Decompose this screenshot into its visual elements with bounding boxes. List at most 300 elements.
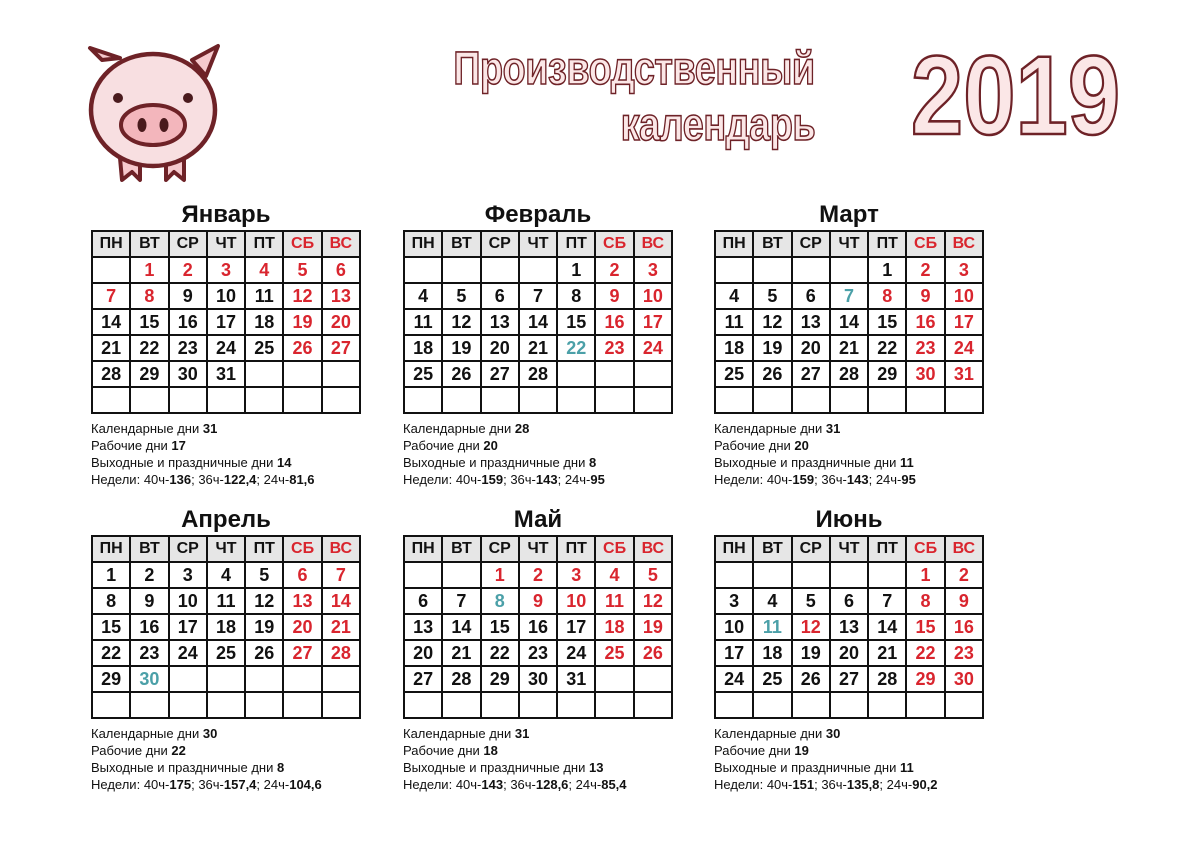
weekday-header: ЧТ: [207, 231, 245, 257]
week-row: [404, 257, 672, 283]
weekday-header: ВС: [634, 536, 672, 562]
empty-cell: [404, 692, 442, 718]
day-cell: 22: [481, 640, 519, 666]
week-row: [92, 614, 360, 640]
day-cell: 21: [442, 640, 480, 666]
working-days-label: Рабочие дни: [91, 743, 168, 758]
weekday-header: ПН: [404, 231, 442, 257]
pig-logo-icon: [80, 40, 225, 185]
empty-cell: [830, 387, 868, 413]
calendar-days-line: [714, 725, 984, 742]
empty-cell: [481, 387, 519, 413]
week-row: [404, 666, 672, 692]
week-row: [92, 640, 360, 666]
day-cell: 23: [945, 640, 983, 666]
month-name: Июнь: [815, 506, 883, 533]
day-cell: 2: [169, 257, 207, 283]
day-cell: 19: [245, 614, 283, 640]
calendar-days-label: Календарные дни: [714, 421, 823, 436]
weekday-header-row: [404, 536, 672, 562]
day-cell: 20: [283, 614, 321, 640]
week-row: [92, 335, 360, 361]
empty-cell: [868, 562, 906, 588]
day-cell: 8: [868, 283, 906, 309]
empty-cell: [715, 257, 753, 283]
month-stats: [91, 725, 361, 793]
weekday-header: ВТ: [130, 536, 168, 562]
week-row: [404, 692, 672, 718]
holidays-label: Выходные и праздничные дни: [714, 760, 897, 775]
empty-cell: [715, 387, 753, 413]
h36-label: 36ч-: [821, 777, 847, 792]
day-cell: 10: [207, 283, 245, 309]
empty-cell: [868, 692, 906, 718]
weekday-header: СБ: [283, 231, 321, 257]
day-cell: 10: [634, 283, 672, 309]
working-days-label: Рабочие дни: [403, 743, 480, 758]
weekday-header: СБ: [595, 231, 633, 257]
day-cell: 30: [130, 666, 168, 692]
day-cell: 4: [753, 588, 791, 614]
day-cell: 25: [753, 666, 791, 692]
day-cell: 8: [92, 588, 130, 614]
month-stats: [91, 420, 361, 488]
day-cell: 28: [442, 666, 480, 692]
day-cell: 14: [442, 614, 480, 640]
working-days-value: 20: [483, 438, 498, 453]
day-cell: 22: [92, 640, 130, 666]
day-cell: 28: [830, 361, 868, 387]
h40-value: 159: [792, 472, 815, 487]
h36-value: 143: [846, 472, 869, 487]
empty-cell: [207, 666, 245, 692]
h24-label: 24ч-: [263, 777, 290, 792]
day-cell: 23: [906, 335, 944, 361]
empty-cell: [442, 387, 480, 413]
week-row: [715, 257, 983, 283]
day-cell: 4: [595, 562, 633, 588]
h36-value: 128,6: [535, 777, 569, 792]
weekday-header: ВС: [945, 231, 983, 257]
day-cell: 13: [792, 309, 830, 335]
day-cell: 29: [906, 666, 944, 692]
day-cell: 5: [283, 257, 321, 283]
calendar-days-line: [91, 725, 361, 742]
day-cell: 9: [595, 283, 633, 309]
holidays-value: 8: [276, 760, 285, 775]
h36-label: 36ч-: [198, 472, 224, 487]
month-stats: [714, 420, 984, 488]
month-stats: [403, 725, 673, 793]
day-cell: 9: [519, 588, 557, 614]
working-days-line: [714, 742, 984, 759]
empty-cell: [169, 666, 207, 692]
day-cell: 10: [945, 283, 983, 309]
empty-cell: [442, 692, 480, 718]
day-cell: 6: [481, 283, 519, 309]
empty-cell: [169, 387, 207, 413]
day-cell: 12: [283, 283, 321, 309]
empty-cell: [830, 562, 868, 588]
day-cell: 19: [753, 335, 791, 361]
weekday-header-row: [92, 536, 360, 562]
day-cell: 12: [792, 614, 830, 640]
empty-cell: [322, 692, 360, 718]
day-cell: 3: [715, 588, 753, 614]
day-cell: 1: [906, 562, 944, 588]
calendar-days-line: [91, 420, 361, 437]
day-cell: 14: [322, 588, 360, 614]
empty-cell: [753, 692, 791, 718]
empty-cell: [283, 692, 321, 718]
day-cell: 8: [130, 283, 168, 309]
working-days-value: 18: [483, 743, 498, 758]
month-grid: [714, 535, 984, 719]
empty-cell: [634, 387, 672, 413]
day-cell: 27: [792, 361, 830, 387]
h36-value: 157,4: [223, 777, 257, 792]
day-cell: 9: [169, 283, 207, 309]
day-cell: 24: [634, 335, 672, 361]
day-cell: 2: [130, 562, 168, 588]
calendar-days-label: Календарные дни: [91, 726, 200, 741]
day-cell: 2: [945, 562, 983, 588]
working-days-label: Рабочие дни: [403, 438, 480, 453]
working-days-label: Рабочие дни: [714, 438, 791, 453]
day-cell: 7: [830, 283, 868, 309]
calendar-days-value: 31: [202, 421, 218, 436]
day-cell: 10: [169, 588, 207, 614]
holidays-value: 13: [588, 760, 604, 775]
day-cell: 25: [715, 361, 753, 387]
week-row: [404, 335, 672, 361]
day-cell: 14: [519, 309, 557, 335]
week-row: [715, 614, 983, 640]
empty-cell: [245, 692, 283, 718]
week-row: [92, 361, 360, 387]
weekday-header: ВТ: [130, 231, 168, 257]
week-row: [715, 335, 983, 361]
day-cell: 16: [595, 309, 633, 335]
empty-cell: [481, 257, 519, 283]
day-cell: 11: [715, 309, 753, 335]
weeks-label: Недели:: [91, 777, 141, 792]
h24-label: 24ч-: [263, 472, 290, 487]
day-cell: 29: [92, 666, 130, 692]
calendar-days-value: 31: [514, 726, 530, 741]
month-block: [714, 200, 984, 488]
h36-label: 36ч-: [510, 472, 536, 487]
day-cell: 6: [322, 257, 360, 283]
day-cell: 7: [442, 588, 480, 614]
empty-cell: [557, 387, 595, 413]
week-row: [404, 614, 672, 640]
day-cell: 13: [404, 614, 442, 640]
h36-label: 36ч-: [510, 777, 536, 792]
month-block: [91, 200, 361, 488]
week-row: [715, 387, 983, 413]
weekday-header: СБ: [283, 536, 321, 562]
title-line-2: календарь: [620, 98, 815, 150]
calendar-days-line: [714, 420, 984, 437]
empty-cell: [404, 387, 442, 413]
empty-cell: [595, 666, 633, 692]
weekday-header: СР: [792, 536, 830, 562]
day-cell: 6: [792, 283, 830, 309]
week-row: [92, 588, 360, 614]
week-row: [715, 361, 983, 387]
day-cell: 15: [130, 309, 168, 335]
day-cell: 25: [404, 361, 442, 387]
day-cell: 8: [906, 588, 944, 614]
weekday-header: СБ: [595, 536, 633, 562]
holidays-label: Выходные и праздничные дни: [91, 455, 274, 470]
day-cell: 20: [830, 640, 868, 666]
h24-label: 24ч-: [564, 472, 591, 487]
week-row: [715, 640, 983, 666]
day-cell: 8: [481, 588, 519, 614]
h24-label: 24ч-: [886, 777, 913, 792]
day-cell: 7: [322, 562, 360, 588]
week-row: [404, 640, 672, 666]
weekday-header: ПТ: [557, 231, 595, 257]
day-cell: 3: [207, 257, 245, 283]
empty-cell: [715, 562, 753, 588]
weekday-header: ПТ: [245, 536, 283, 562]
day-cell: 18: [753, 640, 791, 666]
day-cell: 19: [634, 614, 672, 640]
week-row: [92, 666, 360, 692]
weeks-label: Недели:: [403, 777, 453, 792]
h24-label: 24ч-: [575, 777, 602, 792]
day-cell: 14: [92, 309, 130, 335]
empty-cell: [283, 361, 321, 387]
week-row: [92, 309, 360, 335]
day-cell: 15: [557, 309, 595, 335]
calendar-days-label: Календарные дни: [91, 421, 200, 436]
holidays-value: 14: [276, 455, 292, 470]
empty-cell: [283, 666, 321, 692]
empty-cell: [945, 692, 983, 718]
day-cell: 24: [557, 640, 595, 666]
day-cell: 23: [169, 335, 207, 361]
day-cell: 2: [595, 257, 633, 283]
h40-value: 136: [169, 472, 192, 487]
day-cell: 18: [207, 614, 245, 640]
empty-cell: [130, 692, 168, 718]
weekday-header: ПН: [715, 536, 753, 562]
week-row: [715, 692, 983, 718]
empty-cell: [792, 562, 830, 588]
week-row: [404, 309, 672, 335]
weeks-line: Недели: 40ч-136; 36ч-122,4; 24ч-81,6: [91, 472, 315, 487]
month-grid: [403, 230, 673, 414]
day-cell: 15: [92, 614, 130, 640]
week-row: [715, 283, 983, 309]
day-cell: 20: [792, 335, 830, 361]
day-cell: 9: [130, 588, 168, 614]
empty-cell: [92, 387, 130, 413]
day-cell: 27: [404, 666, 442, 692]
day-cell: 13: [322, 283, 360, 309]
day-cell: 26: [634, 640, 672, 666]
holidays-line: [403, 454, 673, 471]
week-row: [715, 309, 983, 335]
day-cell: 26: [753, 361, 791, 387]
day-cell: 12: [442, 309, 480, 335]
empty-cell: [634, 692, 672, 718]
day-cell: 13: [830, 614, 868, 640]
day-cell: 2: [519, 562, 557, 588]
holidays-value: 8: [588, 455, 597, 470]
holidays-label: Выходные и праздничные дни: [403, 455, 586, 470]
weekday-header: ПТ: [868, 231, 906, 257]
empty-cell: [442, 257, 480, 283]
empty-cell: [753, 257, 791, 283]
day-cell: 10: [557, 588, 595, 614]
weekday-header-row: [404, 231, 672, 257]
h36-value: 122,4: [223, 472, 257, 487]
empty-cell: [595, 361, 633, 387]
day-cell: 15: [906, 614, 944, 640]
empty-cell: [404, 562, 442, 588]
h24-value: 95: [590, 472, 605, 487]
day-cell: 21: [322, 614, 360, 640]
empty-cell: [634, 666, 672, 692]
day-cell: 1: [868, 257, 906, 283]
day-cell: 30: [945, 666, 983, 692]
weekday-header: ВС: [945, 536, 983, 562]
day-cell: 17: [207, 309, 245, 335]
weekday-header: СР: [481, 536, 519, 562]
day-cell: 27: [481, 361, 519, 387]
empty-cell: [792, 692, 830, 718]
weekday-header: ВТ: [753, 536, 791, 562]
day-cell: 31: [557, 666, 595, 692]
empty-cell: [906, 387, 944, 413]
title-block: [400, 33, 1160, 158]
weekday-header: ПН: [92, 231, 130, 257]
day-cell: 27: [322, 335, 360, 361]
day-cell: 31: [207, 361, 245, 387]
weeks-line: Недели: 40ч-159; 36ч-143; 24ч-95: [714, 472, 916, 487]
week-row: [92, 562, 360, 588]
empty-cell: [207, 692, 245, 718]
weekday-header: СР: [169, 536, 207, 562]
weeks-label: Недели:: [91, 472, 141, 487]
empty-cell: [868, 387, 906, 413]
day-cell: 17: [169, 614, 207, 640]
day-cell: 6: [283, 562, 321, 588]
day-cell: 9: [906, 283, 944, 309]
day-cell: 25: [595, 640, 633, 666]
working-days-line: [403, 437, 673, 454]
holidays-line: [403, 759, 673, 776]
empty-cell: [404, 257, 442, 283]
month-grid: [403, 535, 673, 719]
holidays-value: 11: [899, 455, 914, 470]
day-cell: 24: [169, 640, 207, 666]
empty-cell: [322, 387, 360, 413]
day-cell: 23: [595, 335, 633, 361]
week-row: [404, 387, 672, 413]
holidays-line: [91, 454, 361, 471]
h40-value: 143: [481, 777, 504, 792]
weeks-label: Недели:: [403, 472, 453, 487]
h40-label: 40ч-: [143, 777, 170, 792]
day-cell: 7: [519, 283, 557, 309]
holidays-value: 11: [899, 760, 914, 775]
empty-cell: [519, 257, 557, 283]
holidays-label: Выходные и праздничные дни: [714, 455, 897, 470]
day-cell: 15: [868, 309, 906, 335]
holidays-line: [91, 759, 361, 776]
day-cell: 3: [634, 257, 672, 283]
week-row: [715, 562, 983, 588]
empty-cell: [92, 692, 130, 718]
day-cell: 21: [868, 640, 906, 666]
day-cell: 24: [715, 666, 753, 692]
month-block: [403, 200, 673, 488]
h36-value: 135,8: [846, 777, 880, 792]
month-block: [91, 505, 361, 793]
h40-label: 40ч-: [766, 777, 793, 792]
month-stats: [714, 725, 984, 793]
holidays-line: [714, 759, 984, 776]
holidays-label: Выходные и праздничные дни: [91, 760, 274, 775]
day-cell: 26: [442, 361, 480, 387]
day-cell: 7: [92, 283, 130, 309]
day-cell: 21: [92, 335, 130, 361]
day-cell: 3: [557, 562, 595, 588]
weekday-header: ПН: [404, 536, 442, 562]
day-cell: 16: [169, 309, 207, 335]
weekday-header: ВС: [634, 231, 672, 257]
empty-cell: [92, 257, 130, 283]
day-cell: 21: [830, 335, 868, 361]
working-days-value: 20: [794, 438, 809, 453]
day-cell: 13: [283, 588, 321, 614]
working-days-label: Рабочие дни: [91, 438, 168, 453]
day-cell: 20: [481, 335, 519, 361]
calendar-days-line: [403, 725, 673, 742]
empty-cell: [519, 387, 557, 413]
day-cell: 30: [519, 666, 557, 692]
empty-cell: [753, 562, 791, 588]
month-stats: [403, 420, 673, 488]
weekday-header: СР: [792, 231, 830, 257]
weekday-header: СР: [481, 231, 519, 257]
weekday-header: ПН: [92, 536, 130, 562]
day-cell: 4: [404, 283, 442, 309]
month-grid: [91, 230, 361, 414]
week-row: [404, 588, 672, 614]
weekday-header: ВС: [322, 231, 360, 257]
month-name: Февраль: [484, 201, 592, 228]
month-block: [403, 505, 673, 793]
calendar-days-label: Календарные дни: [714, 726, 823, 741]
day-cell: 11: [595, 588, 633, 614]
weekday-header: ПН: [715, 231, 753, 257]
week-row: [404, 361, 672, 387]
empty-cell: [207, 387, 245, 413]
empty-cell: [130, 387, 168, 413]
calendar-days-value: 28: [514, 421, 530, 436]
day-cell: 19: [283, 309, 321, 335]
day-cell: 8: [557, 283, 595, 309]
weekday-header-row: [715, 231, 983, 257]
working-days-line: [91, 437, 361, 454]
